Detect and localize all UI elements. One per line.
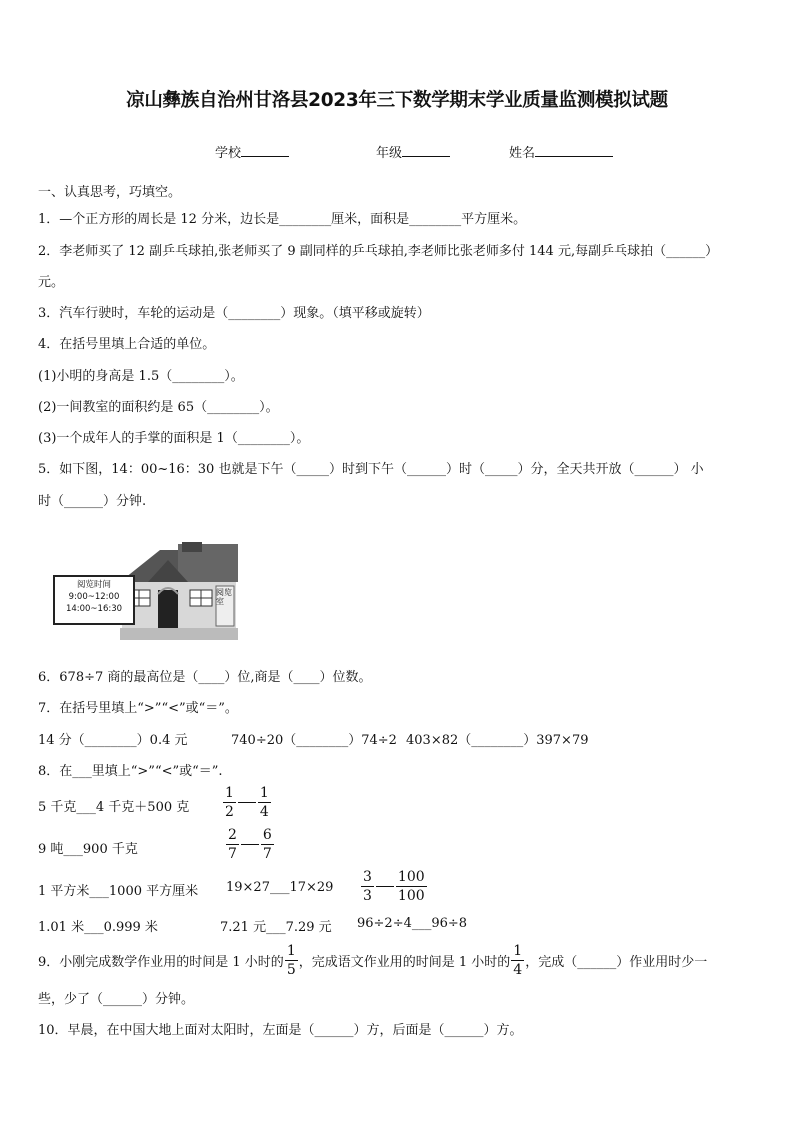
question-8-r4c: 96÷2÷4___96÷8 bbox=[357, 916, 468, 931]
question-9-cont: 些，少了（______）分钟。 bbox=[38, 992, 195, 1007]
question-8-r1a: 5 千克___4 千克＋500 克 bbox=[38, 800, 190, 815]
sign-time-1: 9:00~12:00 bbox=[68, 592, 120, 602]
grade-label: 年级 bbox=[376, 146, 403, 161]
question-8-r4b: 7.21 元___7.29 元 bbox=[220, 920, 332, 935]
numerator: 1 bbox=[225, 785, 234, 801]
house-sign: 阅览室 bbox=[216, 588, 232, 606]
question-8-r2a: 9 吨___900 千克 bbox=[38, 842, 138, 857]
school-label: 学校 bbox=[215, 146, 242, 161]
question-9-text-1: 9．小刚完成数学作业用的时间是 1 小时的 bbox=[38, 955, 284, 970]
question-4: 4．在括号里填上合适的单位。 bbox=[38, 337, 216, 352]
question-8-r4a: 1.01 米___0.999 米 bbox=[38, 920, 158, 935]
fraction bbox=[258, 786, 271, 819]
name-field bbox=[509, 142, 613, 161]
school-blank[interactable] bbox=[241, 144, 289, 157]
question-4-1: (1)小明的身高是 1.5（________）。 bbox=[38, 369, 244, 384]
question-2-cont: 元。 bbox=[38, 275, 65, 290]
school-field bbox=[215, 142, 289, 161]
denominator: 7 bbox=[228, 846, 237, 862]
name-label: 姓名 bbox=[509, 146, 536, 161]
fraction bbox=[361, 870, 374, 903]
question-8-r2b bbox=[225, 828, 275, 861]
question-8-r3b: 19×27___17×29 bbox=[226, 880, 334, 895]
numerator: 1 bbox=[259, 785, 269, 801]
question-4-3: (3)一个成年人的手掌的面积是 1（________）。 bbox=[38, 431, 310, 446]
section-heading: 一、认真思考，巧填空。 bbox=[38, 185, 182, 200]
numerator: 2 bbox=[228, 827, 237, 843]
numerator: 1 bbox=[513, 943, 523, 959]
question-9-text-3: ，完成（______）作业用时少一 bbox=[525, 955, 708, 970]
question-6: 6．678÷7 商的最高位是（____）位,商是（____）位数。 bbox=[38, 670, 372, 685]
fraction bbox=[226, 828, 239, 861]
question-8-r3c bbox=[360, 870, 428, 903]
name-blank[interactable] bbox=[535, 144, 613, 157]
denominator: 7 bbox=[262, 846, 272, 862]
question-7-item-c: 403×82（________）397×79 bbox=[406, 733, 589, 748]
numerator: 1 bbox=[286, 943, 296, 959]
question-4-2: (2)一间教室的面积约是 65（________）。 bbox=[38, 400, 279, 415]
opening-hours-sign bbox=[53, 575, 135, 625]
question-7: 7．在括号里填上“>”“<”或“＝”。 bbox=[38, 701, 238, 716]
sign-time-2: 14:00~16:30 bbox=[65, 604, 123, 614]
fraction bbox=[511, 944, 524, 977]
answer-blank[interactable] bbox=[376, 886, 394, 887]
question-10: 10．早晨，在中国大地上面对太阳时，左面是（______）方，后面是（______）方。 bbox=[38, 1023, 523, 1038]
question-7-item-a: 14 分（________）0.4 元 bbox=[38, 733, 188, 748]
question-8: 8．在___里填上“>”“<”或“＝”. bbox=[38, 764, 223, 779]
denominator: 3 bbox=[363, 888, 372, 904]
question-3: 3．汽车行驶时，车轮的运动是（________）现象。（填平移或旋转） bbox=[38, 306, 430, 321]
question-1: 1．—个正方形的周长是 12 分米，边长是________厘米，面积是________平方厘米。 bbox=[38, 212, 527, 227]
grade-blank[interactable] bbox=[402, 144, 450, 157]
answer-blank[interactable] bbox=[241, 844, 259, 845]
fraction bbox=[285, 944, 298, 977]
fraction bbox=[261, 828, 274, 861]
question-5-cont: 时（______）分钟. bbox=[38, 494, 147, 509]
answer-blank[interactable] bbox=[238, 802, 256, 803]
numerator: 100 bbox=[397, 869, 425, 885]
page-title: 凉山彝族自治州甘洛县2023年三下数学期末学业质量监测模拟试题 bbox=[126, 90, 668, 111]
question-8-r3a: 1 平方米___1000 平方厘米 bbox=[38, 884, 199, 899]
sign-title: 阅览时间 bbox=[76, 580, 111, 590]
question-9-text-2: ，完成语文作业用的时间是 1 小时的 bbox=[298, 955, 511, 970]
question-7-item-b: 740÷20（________）74÷2 bbox=[231, 733, 397, 748]
denominator: 2 bbox=[225, 804, 234, 820]
denominator: 100 bbox=[397, 888, 425, 904]
fraction bbox=[223, 786, 236, 819]
fraction bbox=[396, 870, 427, 903]
denominator: 5 bbox=[286, 962, 296, 978]
question-9 bbox=[38, 944, 707, 977]
denominator: 4 bbox=[513, 962, 523, 978]
denominator: 4 bbox=[259, 804, 269, 820]
numerator: 3 bbox=[363, 869, 372, 885]
question-8-r1b bbox=[222, 786, 272, 819]
grade-field bbox=[376, 142, 450, 161]
question-5: 5．如下图，14：00~16：30 也就是下午（_____）时到下午（______）时（_____）分，全天共开放（______） 小 bbox=[38, 462, 704, 477]
numerator: 6 bbox=[262, 827, 272, 843]
question-2: 2．李老师买了 12 副乒乓球拍,张老师买了 9 副同样的乒乓球拍,李老师比张老师多付 144 元,每副乒乓球拍（______） bbox=[38, 244, 719, 259]
